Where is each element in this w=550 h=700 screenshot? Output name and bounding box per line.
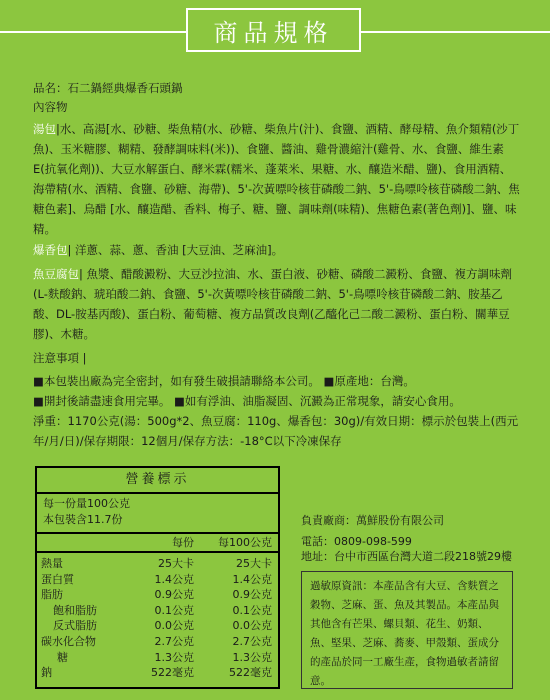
nutrient-name: 鈉 [41,666,52,680]
nutrient-per-serving: 0.0公克 [154,619,194,633]
aromatic-pack-text: | 洋蔥、蒜、蔥、香油 [大豆油、芝麻油]。 [67,243,284,257]
nutrient-per-100g: 522毫克 [229,666,272,680]
notes-label: 注意事項 | [33,351,87,365]
allergen-info: 過敏原資訊：本產品含有大豆、含麩質之穀物、芝麻、蛋、魚及其製品。本產品與其他含有芒果、螺貝類、花生、奶類、魚、堅果、芝麻、蕎麥、甲殼類、蛋成分的產品於同一工廠生產，食物過敏者請留意。 [301,571,513,689]
nutrition-servings-per-pack: 本包裝含11.7份 [43,513,123,526]
nutrition-row [37,572,278,588]
nutrition-row [37,634,278,650]
ingredient-soup-pack [33,119,521,239]
nutrient-per-100g: 0.0公克 [232,619,272,633]
nutrient-per-serving: 0.1公克 [154,603,194,617]
nutrition-rule [37,492,278,494]
nutrient-name: 反式脂肪 [53,619,97,633]
nutrition-rows [37,553,278,681]
nutrition-row [37,556,278,572]
header-line-left [0,31,186,33]
nutrient-per-100g: 0.9公克 [232,588,272,602]
nutrient-per-serving: 1.4公克 [154,572,194,586]
maker-phone: 電話：0809-098-599 [301,535,412,548]
aromatic-pack-label: 爆香包 [33,243,68,257]
nutrition-serving: 每一份量100公克 [43,497,130,510]
header-line-right [361,31,550,33]
nutrient-per-serving: 1.3公克 [154,650,194,664]
nutrition-row [37,618,278,634]
nutrient-per-serving: 522毫克 [151,666,194,680]
header-title: 商品規格 [186,8,361,52]
fish-tofu-pack-label: 魚豆腐包 [33,267,79,281]
nutrition-title: 營養標示 [125,472,190,487]
maker-company: 負責廠商：萬鮮股份有限公司 [301,514,444,527]
contents-label: 內容物 [33,100,68,114]
product-name: 品名：石二鍋經典爆香石頭鍋 [33,81,183,95]
nutrient-per-serving: 0.9公克 [154,588,194,602]
nutrient-name: 糖 [57,650,68,664]
nutrition-row [37,665,278,681]
note-line-1: ■本包裝出廠為完全密封，如有發生破損請聯絡本公司。 ■原產地：台灣。 [33,374,415,388]
nutrient-name: 蛋白質 [41,572,74,586]
nutrient-per-serving: 2.7公克 [154,634,194,648]
ingredient-aromatic-pack [33,240,521,260]
nutrition-table [35,466,280,689]
net-weight-storage: 淨重：1170公克(湯：500g*2、魚豆腐：110g、爆香包：30g)/有效日期：標示於包裝上(西元年/月/日)/保存期限：12個月/保存方法：-18°C以下冷凍保存 [33,414,519,448]
nutrient-per-100g: 2.7公克 [232,634,272,648]
note-line-2: ■開封後請盡速食用完畢。 ■如有浮油、油脂凝固、沉澱為正常現象，請安心食用。 [33,394,461,408]
nutrient-per-100g: 1.3公克 [232,650,272,664]
nutrient-name: 飽和脂肪 [53,603,97,617]
nutrient-name: 脂肪 [41,588,63,602]
nutrition-row [37,587,278,603]
nutrient-per-serving: 25大卡 [158,557,194,570]
nutrient-name: 熱量 [41,557,63,570]
col-per-serving: 每份 [172,536,194,549]
soup-pack-label: 湯包 [33,122,56,136]
nutrition-row [37,650,278,666]
maker-address: 地址：台中市西區台灣大道二段218號29樓 [301,550,512,563]
col-per-100g: 每100公克 [218,536,272,549]
ingredient-fish-tofu-pack [33,264,521,344]
soup-pack-text: |水、高湯[水、砂糖、柴魚精(水、砂糖、柴魚片(汁)、食鹽、酒精、酵母精、魚介類精(沙丁魚)、玉米糖膠、糊精、發酵調味料(米))、食鹽、醬油、雞骨濃縮汁(雞骨、水、食鹽、維生素E(抗氧化劑))、大豆水解蛋白、酵米霖(糯米、蓬萊米、果糖、水、釀造米醋、鹽)、食用酒精、海帶精(水、酒精、食鹽、砂糖、海帶)、5'-次黃嘌呤核苷磷酸二鈉、5'-鳥嘌呤核苷磷酸二鈉、焦糖色素]、烏醋 [水、釀造醋、香料、梅子、糖、鹽、調味劑(味精)、焦糖色素(著色劑)]、鹽、味精。 [33,122,520,236]
nutrient-per-100g: 1.4公克 [232,572,272,586]
nutrient-per-100g: 0.1公克 [232,603,272,617]
nutrition-row [37,603,278,619]
nutrient-name: 碳水化合物 [41,634,96,648]
nutrition-header-row [37,534,278,551]
fish-tofu-pack-text: | 魚漿、醋酸澱粉、大豆沙拉油、水、蛋白液、砂糖、磷酸二澱粉、食鹽、複方調味劑(L-麩酸鈉、琥珀酸二鈉、食鹽、5'-次黃嘌呤核苷磷酸二鈉、5'-鳥嘌呤核苷磷酸二鈉、胺基乙酸、DL-胺基丙酸)、蛋白粉、葡萄糖、複方品質改良劑(乙醯化己二酸二澱粉、蛋白粉、關華豆膠)、木糖。 [33,267,513,341]
nutrient-per-100g: 25大卡 [236,557,272,570]
